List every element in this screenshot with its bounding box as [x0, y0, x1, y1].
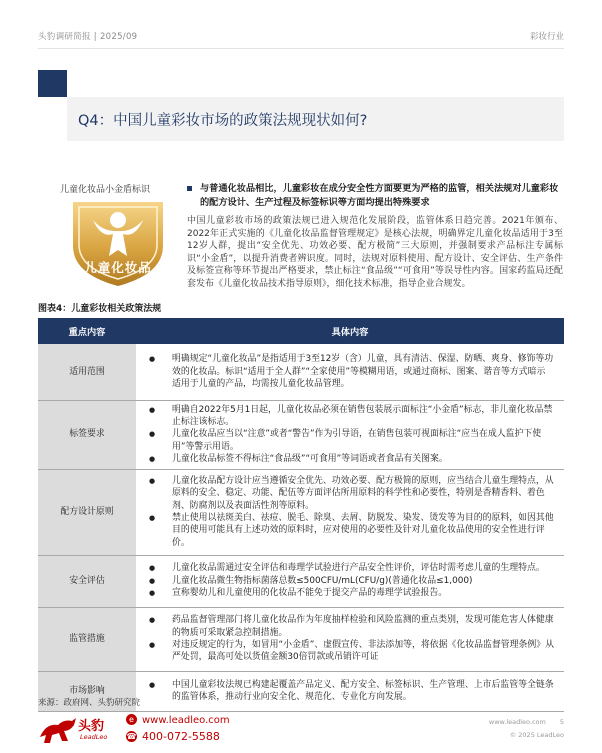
list-item: ● 儿童化妆品微生物指标菌落总数≤500CFU/mL(CFU/g)(普通化妆品≤1,000)	[136, 575, 554, 587]
phone-contact	[126, 730, 220, 743]
list-item: ● 儿童化妆品需通过安全评估和毒理学试验进行产品安全性评价，评估时需考虑儿童的生理特点。	[136, 562, 554, 574]
brand-logo-text: 头豹	[78, 719, 105, 734]
table-row	[38, 607, 564, 671]
header-divider	[38, 48, 564, 49]
brand-logo-en: LeadLeo	[80, 733, 108, 741]
list-item: ● 明确自2022年5月1日起，儿童化妆品必须在销售包装展示面标注“小金盾”标志，非儿童化妆品禁止标注该标志。	[136, 404, 554, 429]
list-item: ● 儿童化妆品应当以“注意”或者“警告”作为引导语，在销售包装可视面标注“应当在成人监护下使用”等警示用语。	[136, 428, 554, 453]
row-category: 安全评估	[38, 555, 136, 607]
lead-statement: 与普通化妆品相比，儿童彩妆在成分安全性方面要更为严格的监管，相关法规对儿童彩妆的配方设计、生产过程及标签标识等方面均提出特殊要求	[200, 183, 559, 208]
website-text[interactable]: www.leadleo.com	[142, 715, 230, 726]
policy-table	[38, 318, 564, 712]
row-content	[136, 671, 564, 711]
table-row	[38, 344, 564, 400]
question-accent-bar	[38, 70, 67, 97]
lead-bullet-icon	[187, 186, 192, 191]
row-category: 配方设计原则	[38, 469, 136, 555]
badge-mark-text: 儿童化妆品	[84, 260, 152, 275]
row-category: 标签要求	[38, 400, 136, 469]
footer-right-block	[489, 716, 564, 742]
phone-text: 400-072-5588	[142, 730, 220, 743]
list-item: ● 对违反规定的行为，如冒用“小金盾”、虚假宣传、非法添加等，将依据《化妆品监督管理条例》从严处罚，最高可处以货值金额30倍罚款或吊销许可证	[136, 639, 554, 664]
list-item: ● 药品监督管理部门将儿童化妆品作为年度抽样检验和风险监测的重点类别，发现可能危害人体健康的物质可采取紧急控制措施。	[136, 614, 554, 639]
row-content	[136, 555, 564, 607]
row-category: 市场影响	[38, 671, 136, 711]
copyright: © 2025 LeadLeo	[509, 731, 564, 739]
list-item: ● 明确规定“儿童化妆品”是指适用于3至12岁（含）儿童，具有清洁、保湿、防晒、爽身、修饰等功效的化妆品。标识“适用于全人群”“全家使用”等模糊用语，或通过商标、图案、谐音等方式暗示适用于儿童的产品，均需按儿童化妆品管理。	[136, 353, 554, 390]
row-content	[136, 607, 564, 671]
list-item: ● 儿童化妆品标签不得标注“食品级”“可食用”等词语或者食品有关图案。	[136, 453, 554, 465]
source-note: 来源：政府网、头豹研究院	[38, 698, 141, 708]
table-row	[38, 400, 564, 469]
industry-label: 彩妆行业	[529, 32, 564, 42]
row-category: 适用范围	[38, 344, 136, 400]
leopard-logo-icon	[38, 715, 78, 745]
table-header-key: 重点内容	[38, 318, 136, 344]
table-row	[38, 555, 564, 607]
table-header-row	[38, 318, 564, 344]
phone-icon: ☎	[126, 732, 137, 741]
page-number: 5	[559, 718, 564, 726]
badge-caption: 儿童化妆品小金盾标识	[60, 185, 151, 195]
row-content	[136, 400, 564, 469]
table-header-detail: 具体内容	[136, 318, 564, 344]
web-icon: e	[126, 714, 137, 725]
body-paragraph: 中国儿童彩妆市场的政策法规已进入规范化发展阶段，监管体系日趋完善。2021年颁布、2022年正式实施的《儿童化妆品监督管理规定》是核心法规，明确界定儿童化妆品适用于3至12岁人群，提出“安全优先、功效必要、配方极简”三大原则，并强制要求产品标注专属标识“小金盾”，以提升消费者辨识度。同时，法规对原料使用、配方设计、安全评估、生产条件及标签宣称等环节提出严格要求，禁止标注“食品级”“可食用”等误导性内容。国家药监局还配套发布《儿童化妆品技术指导原则》，细化技术标准，指导企业合规发。	[187, 216, 563, 289]
footer-site: www.leadleo.com	[488, 718, 546, 726]
row-content	[136, 469, 564, 555]
list-item: ● 儿童化妆品配方设计应当遵循安全优先、功效必要、配方极简的原则，应当结合儿童生理特点，从原料的安全、稳定、功能、配伍等方面评估所用原料的科学性和必要性，特别是香精香料、着色剂、防腐剂以及表面活性剂等原料。	[136, 475, 554, 512]
report-header-title: 头豹调研简报 | 2025/09	[38, 32, 138, 42]
website-link[interactable]	[126, 714, 230, 726]
list-item: ● 中国儿童彩妆法规已构建起覆盖产品定义、配方安全、标签标识、生产管理、上市后监管等全链条的监管体系，推动行业向安全化、规范化、专业化方向发展。	[136, 679, 554, 704]
list-item: ● 宣称婴幼儿和儿童使用的化妆品不能免于提交产品的毒理学试验报告。	[136, 587, 554, 599]
list-item: ● 禁止使用以祛斑美白、祛痘、脱毛、除臭、去屑、防脱发、染发、烫发等为目的的原料，如因其他目的使用可能具有上述功效的原料时，应对使用的必要性及针对儿童化妆品使用的安全性进行评价。	[136, 512, 554, 549]
row-category: 监管措施	[38, 607, 136, 671]
figure-title: 图表4：儿童彩妆相关政策法规	[38, 304, 162, 314]
question-title: Q4：中国儿童彩妆市场的政策法规现状如何?	[78, 113, 368, 129]
row-content	[136, 344, 564, 400]
table-row	[38, 469, 564, 555]
golden-shield-badge-icon	[63, 198, 173, 288]
